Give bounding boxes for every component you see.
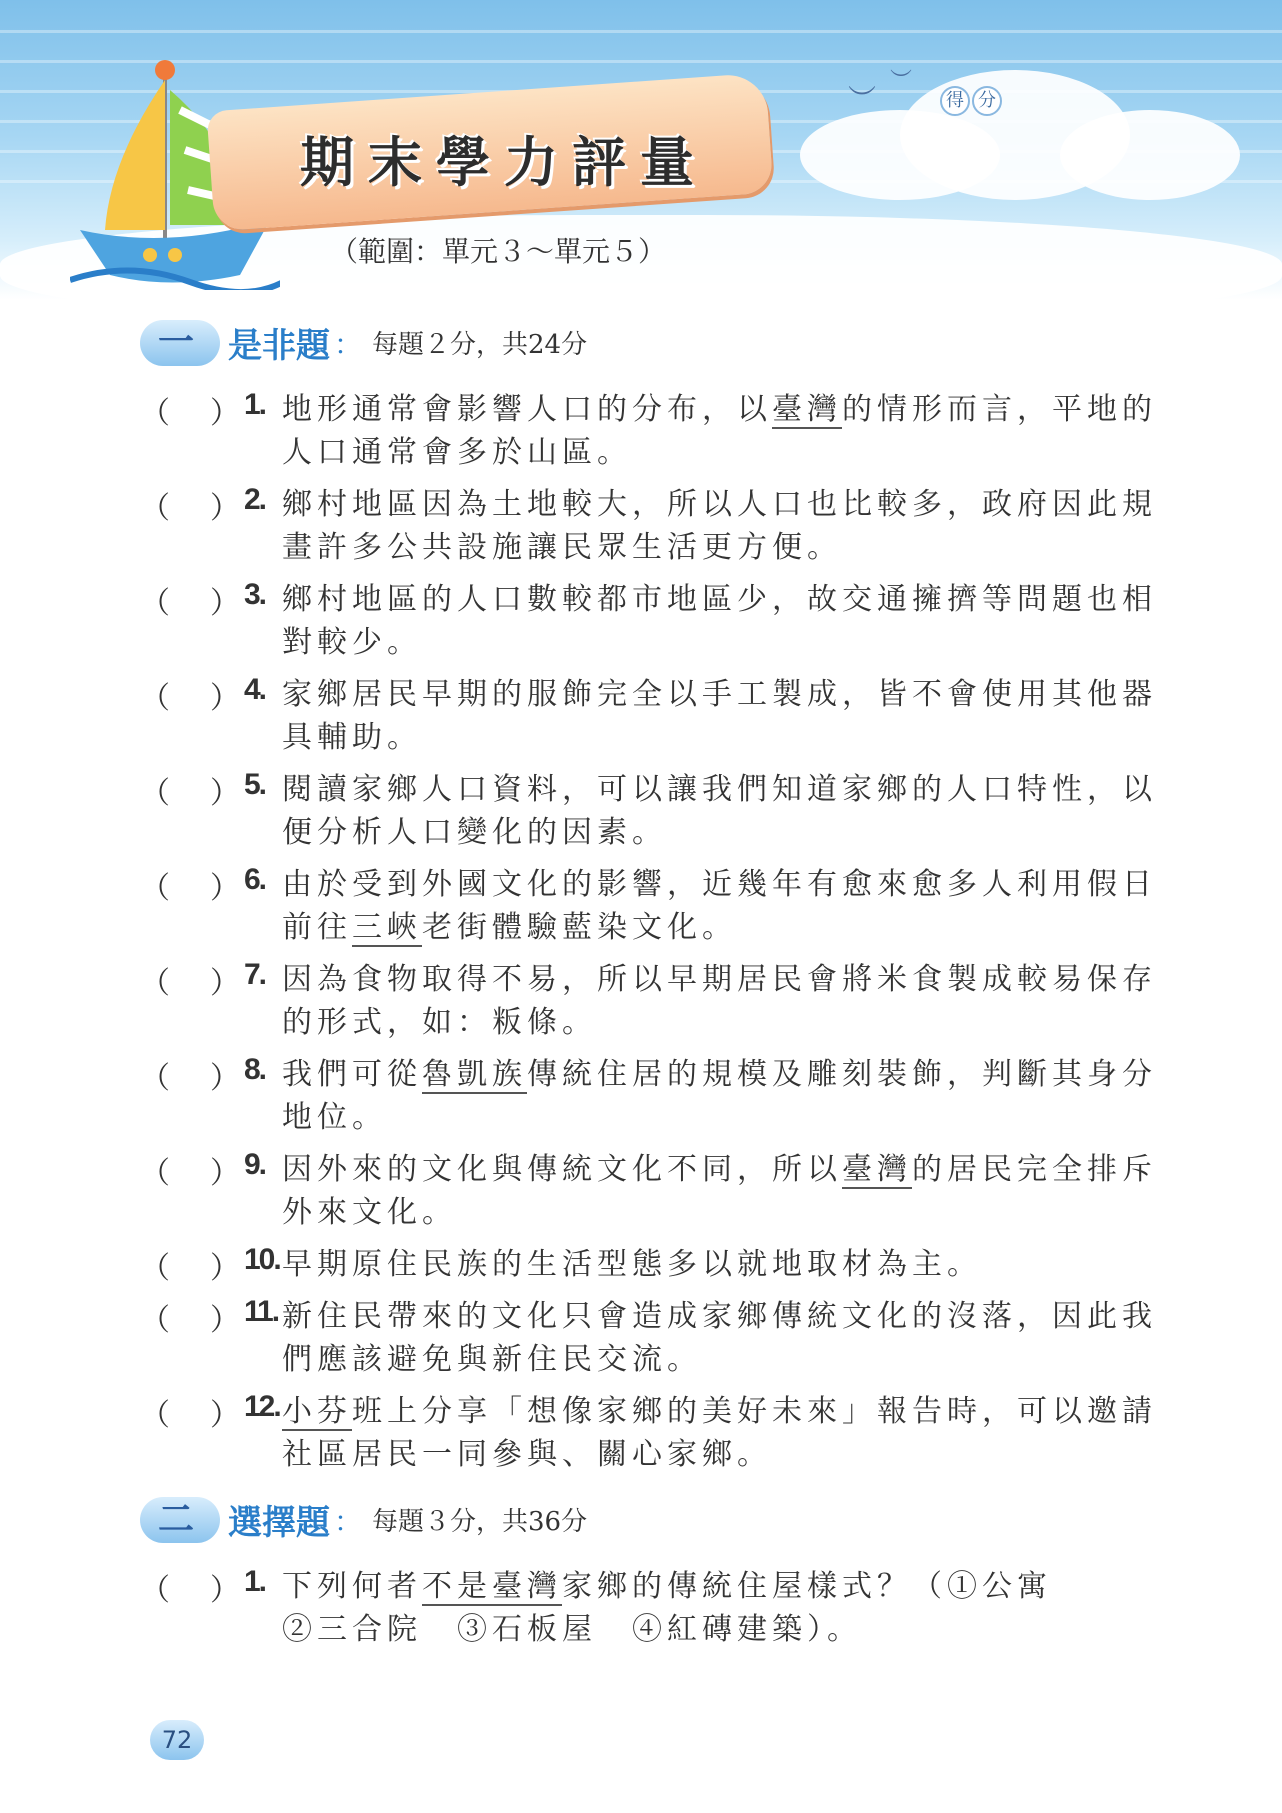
score-label-char: 分 <box>972 86 1002 116</box>
section-number-badge <box>140 1497 220 1543</box>
section-scoring: 每題２分，共24分 <box>372 330 588 360</box>
question-text <box>282 673 1282 759</box>
question-number: 3. <box>244 578 266 611</box>
answer-blank[interactable] <box>140 578 240 622</box>
paren-open: （ <box>140 586 170 621</box>
proper-noun-underline: 臺灣 <box>842 1152 912 1187</box>
question-text <box>282 1565 1282 1651</box>
question-line <box>282 1001 1282 1044</box>
paren-close: ） <box>210 681 240 716</box>
text-segment: 由於受到外國文化的影響，近幾年有愈來愈多人利用假日 <box>282 867 1157 902</box>
paren-close: ） <box>210 1061 240 1096</box>
text-segment: 閱讀家鄉人口資料，可以讓我們知道家鄉的人口特性，以 <box>282 772 1157 807</box>
proper-noun-underline: 臺灣 <box>492 1569 562 1604</box>
section-title: 是非題 <box>228 326 330 366</box>
question-line <box>282 621 1282 664</box>
question-line <box>282 1247 982 1282</box>
answer-blank[interactable] <box>140 1295 240 1339</box>
text-segment: 鄉村地區的人口數較都市地區少，故交通擁擠等問題也相 <box>282 582 1157 617</box>
question-number: 2. <box>244 483 266 516</box>
question-line <box>282 1433 1282 1476</box>
question-line <box>282 392 1157 429</box>
question-number: 11. <box>244 1295 279 1328</box>
question-text <box>282 768 1282 854</box>
question-text <box>282 1053 1282 1139</box>
question-line <box>282 1096 1282 1139</box>
paren-open: （ <box>140 776 170 811</box>
paren-open: （ <box>140 1303 170 1338</box>
question-line <box>282 811 1282 854</box>
question-line <box>282 962 1157 997</box>
proper-noun-underline: 小芬 <box>282 1394 352 1429</box>
question-number: 12. <box>244 1390 280 1423</box>
text-segment: 的情形而言，平地的 <box>842 392 1157 427</box>
question-line <box>282 1608 1282 1651</box>
question-line <box>282 1569 1052 1606</box>
answer-blank[interactable] <box>140 483 240 527</box>
answer-blank[interactable] <box>140 1565 240 1609</box>
bird-icon: ︶ <box>848 83 877 116</box>
question-text <box>282 1148 1282 1234</box>
paren-open: （ <box>140 491 170 526</box>
section-number-badge <box>140 320 220 366</box>
answer-blank[interactable] <box>140 388 240 432</box>
question-line <box>282 677 1157 712</box>
answer-blank[interactable] <box>140 958 240 1002</box>
question-text <box>282 958 1282 1044</box>
text-segment: ②三合院 ③石板屋 ④紅磚建築）。 <box>282 1612 862 1647</box>
section-heading-multiple-choice <box>140 1495 587 1544</box>
text-segment: 社區居民一同參與、關心家鄉。 <box>282 1437 772 1472</box>
page-title: 期末學力評量 <box>300 131 708 194</box>
text-segment: 班上分享「想像家鄉的美好未來」報告時，可以邀請 <box>352 1394 1157 1429</box>
text-segment: 具輔助。 <box>282 720 422 755</box>
bird-icon: ︶ <box>890 69 913 94</box>
text-segment: 便分析人口變化的因素。 <box>282 815 667 850</box>
section-colon: ： <box>334 327 363 361</box>
question-number: 7. <box>244 958 266 991</box>
question-line <box>282 582 1157 617</box>
text-segment: 們應該避免與新住民交流。 <box>282 1342 702 1377</box>
question-line <box>282 1057 1157 1094</box>
answer-blank[interactable] <box>140 1243 240 1287</box>
paren-open: （ <box>140 871 170 906</box>
question-number: 8. <box>244 1053 266 1086</box>
text-segment: 地位。 <box>282 1100 387 1135</box>
answer-blank[interactable] <box>140 673 240 717</box>
question-text <box>282 1295 1282 1381</box>
question-text <box>282 388 1282 474</box>
question-number: 5. <box>244 768 266 801</box>
paren-close: ） <box>210 1303 240 1338</box>
paren-close: ） <box>210 396 240 431</box>
question-text <box>282 483 1282 569</box>
answer-blank[interactable] <box>140 768 240 812</box>
text-segment: 前往 <box>282 910 352 945</box>
score-box <box>940 86 1002 116</box>
text-segment: 地形通常會影響人口的分布，以 <box>282 392 772 427</box>
question-number: 4. <box>244 673 266 706</box>
cloud-decoration <box>1060 110 1240 200</box>
section-heading-true-false <box>140 318 587 367</box>
question-line <box>282 487 1157 522</box>
proper-noun-underline: 臺灣 <box>772 392 842 427</box>
text-segment: 老街體驗藍染文化。 <box>422 910 737 945</box>
paren-open: （ <box>140 966 170 1001</box>
question-text <box>282 1390 1282 1476</box>
section-number: 一 <box>158 321 195 363</box>
question-line <box>282 1394 1157 1431</box>
question-text <box>282 1243 1282 1286</box>
paren-open: （ <box>140 1398 170 1433</box>
question-text <box>282 863 1282 949</box>
text-segment: 家鄉居民早期的服飾完全以手工製成，皆不會使用其他器 <box>282 677 1157 712</box>
text-segment: 鄉村地區因為土地較大，所以人口也比較多，政府因此規 <box>282 487 1157 522</box>
proper-noun-underline: 不是 <box>422 1569 492 1604</box>
text-segment: 早期原住民族的生活型態多以就地取材為主。 <box>282 1247 982 1282</box>
paren-close: ） <box>210 776 240 811</box>
question-number: 9. <box>244 1148 266 1181</box>
text-segment: 對較少。 <box>282 625 422 660</box>
paren-close: ） <box>210 966 240 1001</box>
text-segment: 的居民完全排斥 <box>912 1152 1157 1187</box>
paren-close: ） <box>210 1251 240 1286</box>
proper-noun-underline: 魯凱族 <box>422 1057 527 1092</box>
paren-close: ） <box>210 586 240 621</box>
question-line <box>282 772 1157 807</box>
section-colon: ： <box>334 1504 363 1538</box>
question-number: 10. <box>244 1243 280 1276</box>
question-line <box>282 431 1282 474</box>
paren-open: （ <box>140 1156 170 1191</box>
proper-noun-underline: 三峽 <box>352 910 422 945</box>
paren-close: ） <box>210 871 240 906</box>
question-line <box>282 1338 1282 1381</box>
answer-blank[interactable] <box>140 863 240 907</box>
paren-open: （ <box>140 1251 170 1286</box>
question-line <box>282 1299 1157 1334</box>
answer-blank[interactable] <box>140 1053 240 1097</box>
text-segment: 傳統住居的規模及雕刻裝飾，判斷其身分 <box>527 1057 1157 1092</box>
paren-close: ） <box>210 1573 240 1608</box>
paren-open: （ <box>140 396 170 431</box>
text-segment: 我們可從 <box>282 1057 422 1092</box>
text-segment: 因為食物取得不易，所以早期居民會將米食製成較易保存 <box>282 962 1157 997</box>
section-scoring: 每題３分，共36分 <box>372 1507 588 1537</box>
text-segment: 的形式，如：粄條。 <box>282 1005 597 1040</box>
answer-blank[interactable] <box>140 1390 240 1434</box>
paren-close: ） <box>210 491 240 526</box>
question-line <box>282 716 1282 759</box>
question-line <box>282 1152 1157 1189</box>
text-segment: 外來文化。 <box>282 1195 457 1230</box>
text-segment: 因外來的文化與傳統文化不同，所以 <box>282 1152 842 1187</box>
paren-open: （ <box>140 1573 170 1608</box>
question-number: 1. <box>244 388 266 421</box>
exam-range: （範圍：單元３～單元５） <box>330 235 667 268</box>
question-line <box>282 1191 1282 1234</box>
question-line <box>282 526 1282 569</box>
text-segment: 新住民帶來的文化只會造成家鄉傳統文化的沒落，因此我 <box>282 1299 1157 1334</box>
score-label-char: 得 <box>940 86 970 116</box>
text-segment: 下列何者 <box>282 1569 422 1604</box>
paren-open: （ <box>140 1061 170 1096</box>
question-text <box>282 578 1282 664</box>
question-line <box>282 867 1157 902</box>
text-segment: 人口通常會多於山區。 <box>282 435 632 470</box>
paren-close: ） <box>210 1398 240 1433</box>
text-segment: 畫許多公共設施讓民眾生活更方便。 <box>282 530 842 565</box>
text-segment: 家鄉的傳統住屋樣式？（①公寓 <box>562 1569 1052 1604</box>
section-title: 選擇題 <box>228 1503 330 1543</box>
page-number: 72 <box>150 1720 204 1760</box>
paren-close: ） <box>210 1156 240 1191</box>
paren-open: （ <box>140 681 170 716</box>
question-line <box>282 906 1282 949</box>
question-number: 1. <box>244 1565 266 1598</box>
answer-blank[interactable] <box>140 1148 240 1192</box>
question-number: 6. <box>244 863 266 896</box>
section-number: 二 <box>158 1498 195 1540</box>
page-header <box>0 0 1282 300</box>
